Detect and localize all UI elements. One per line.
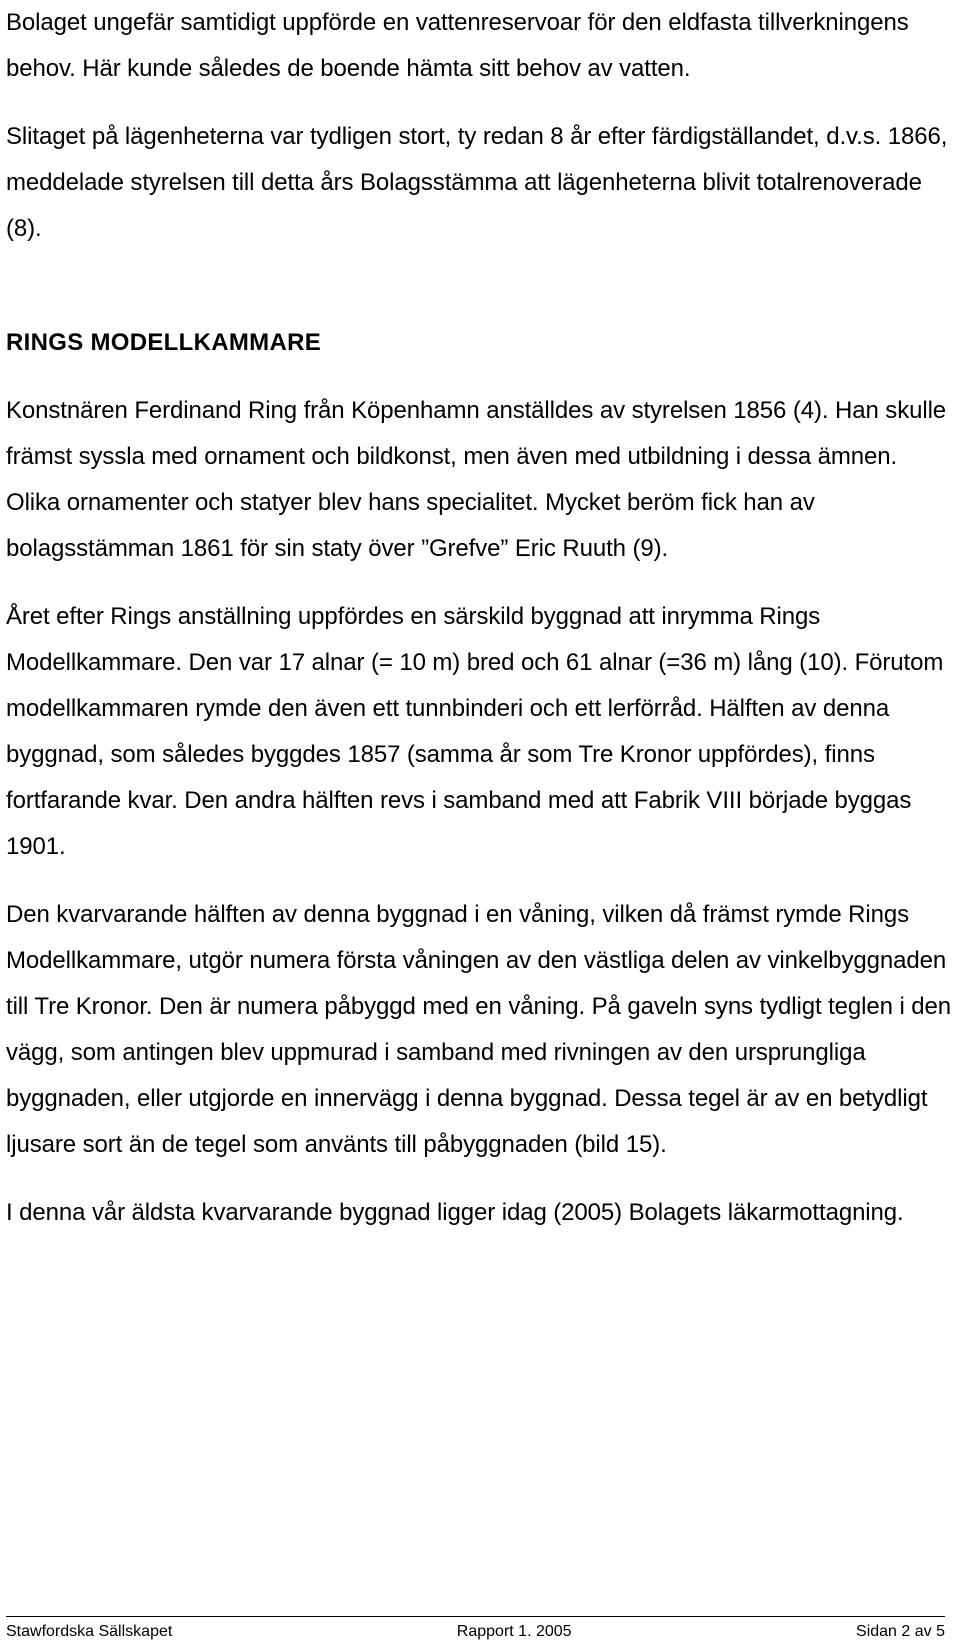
paragraph-ferdinand-ring: Konstnären Ferdinand Ring från Köpenhamn anställdes av styrelsen 1856 (4). Han skulle främst syssla med ornament och bildkonst, men även med utbildning i dessa ämnen. Olika ornamenter och statyer blev hans specialitet. Mycket beröm fick han av bolagsstämman 1861 för sin staty över ”Grefve” Eric Ruuth (9). [6,397,947,562]
paragraph-model-chamber-building: Året efter Rings anställning uppfördes en särskild byggnad att inrymma Rings Modellkammare. Den var 17 alnar (= 10 m) bred och 61 alnar (=36 m) lång (10). Förutom modellkammaren rymde den även ett tunnbinderi och ett lerförråd. Hälften av denna byggnad, som således byggdes 1857 (samma år som Tre Kronor uppfördes), finns fortfarande kvar. Den andra hälften revs i samband med att Fabrik VIII började byggas 1901. [6,603,944,860]
document-page [6,0,954,1236]
page-footer [6,1616,945,1641]
paragraph-apartment-wear: Slitaget på lägenheterna var tydligen stort, ty redan 8 år efter färdigställandet, d.v.s. 1866, meddelade styrelsen till detta års Bolagsstämma att lägenheterna blivit totalrenoverade (8). [6,123,948,242]
paragraph-water-reservoir: Bolaget ungefär samtidigt uppförde en vattenreservoar för den eldfasta tillverkningens behov. Här kunde således de boende hämta sitt behov av vatten. [6,9,909,82]
paragraph-remaining-half: Den kvarvarande hälften av denna byggnad i en våning, vilken då främst rymde Rings Modellkammare, utgör numera första våningen av den västliga delen av vinkelbyggnaden till Tre Kronor. Den är numera påbyggd med en våning. På gaveln syns tydligt teglen i den vägg, som antingen blev uppmurad i samband med rivningen av den ursprungliga byggnaden, eller utgjorde en innervägg i denna byggnad. Dessa tegel är av en betydligt ljusare sort än de tegel som använts till påbyggnaden (bild 15). [6,901,951,1158]
footer-society-name: Stawfordska Sällskapet [6,1623,173,1640]
paragraph-medical-clinic: I denna vår äldsta kvarvarande byggnad ligger idag (2005) Bolagets läkarmottagning. [6,1199,904,1226]
footer-report-number: Rapport 1. 2005 [456,1623,572,1640]
footer-page-number: Sidan 2 av 5 [856,1623,945,1640]
section-heading: RINGS MODELLKAMMARE [6,329,322,356]
